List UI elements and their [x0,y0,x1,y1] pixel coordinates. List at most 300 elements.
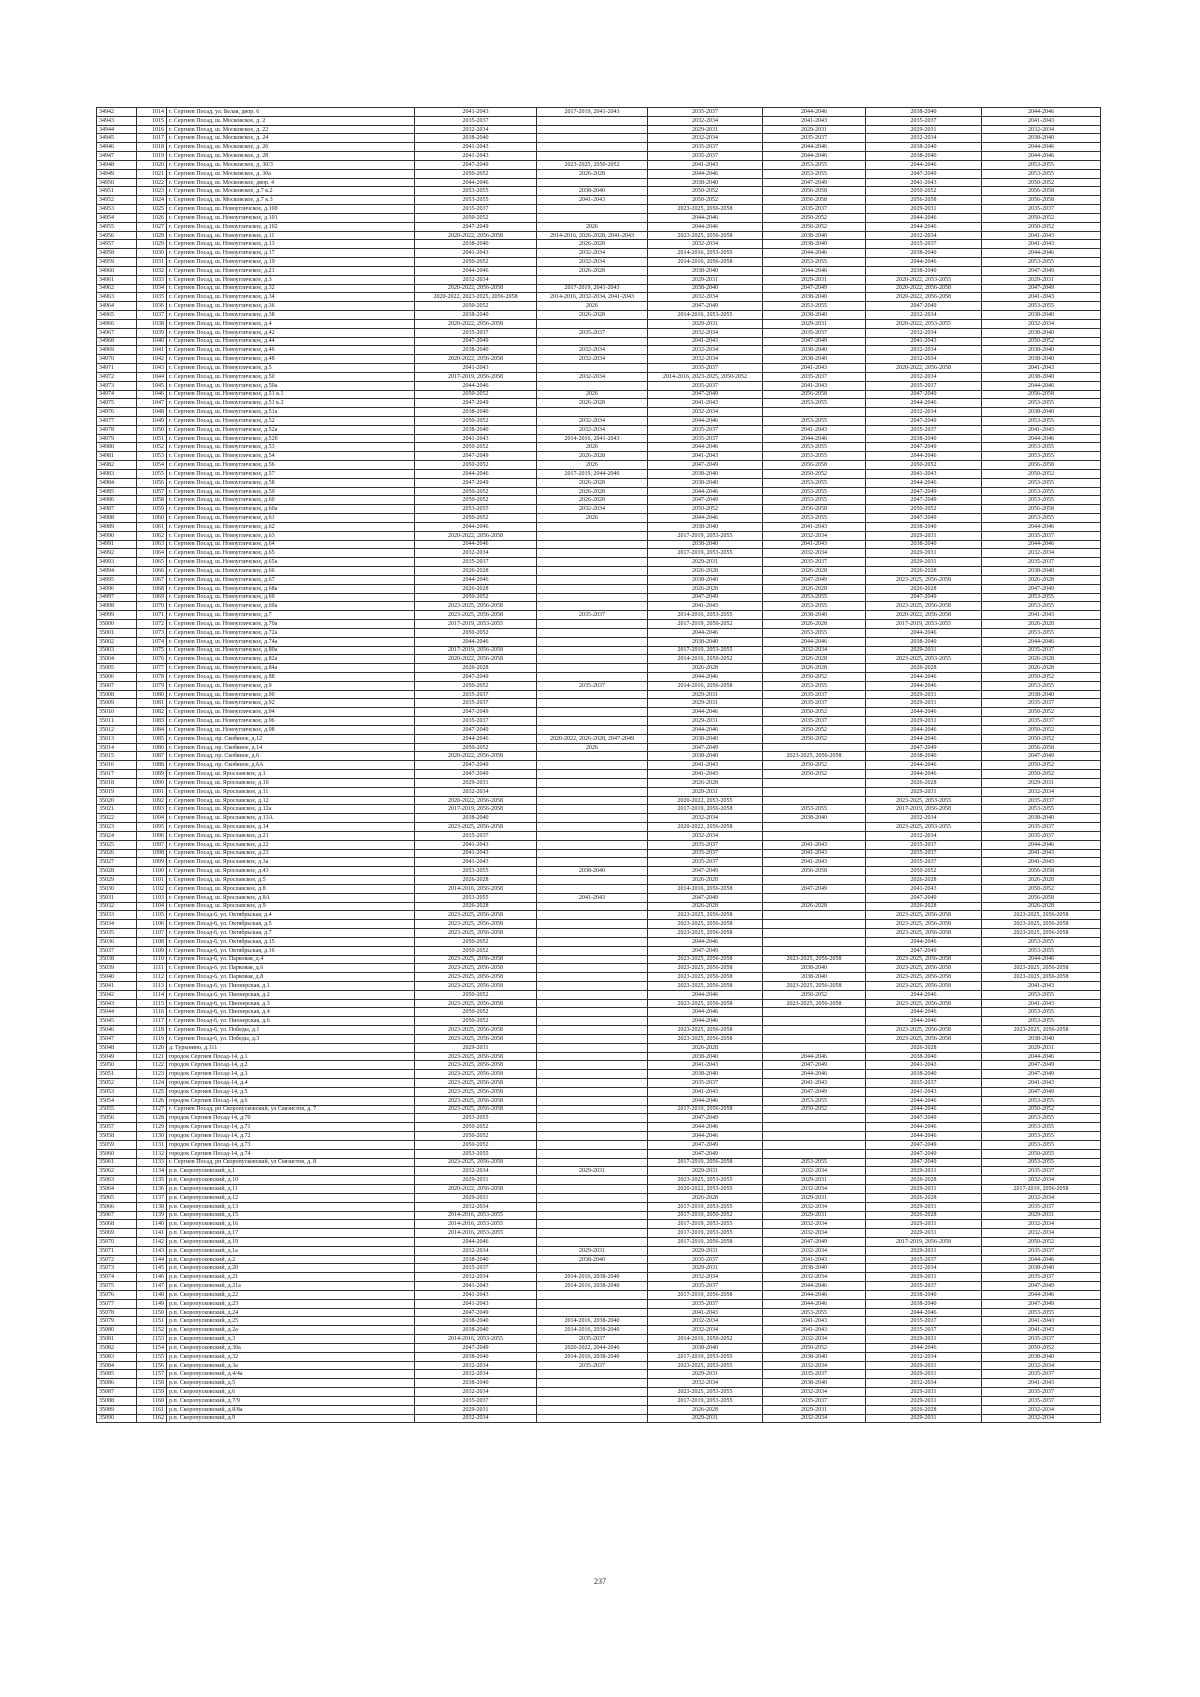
period-5-cell: 2044-2046 [866,628,982,637]
period-4-cell [763,1132,866,1141]
period-2-cell [537,690,648,699]
row-number-cell: 1065 [137,558,167,567]
period-5-cell: 2044-2046 [866,399,982,408]
row-number-cell: 1053 [137,452,167,461]
record-id-cell: 34995 [97,575,137,584]
period-3-cell: 2029-2031 [648,1246,763,1255]
period-3-cell: 2032-2034 [648,240,763,249]
period-2-cell [537,637,648,646]
table-row [97,452,1101,461]
period-6-cell: 2050-2052 [982,1105,1101,1114]
period-2-cell: 2026-2028 [537,496,648,505]
period-1-cell: 2038-2040 [415,408,537,417]
table-row [97,1264,1101,1273]
row-number-cell: 1111 [137,964,167,973]
row-number-cell: 1032 [137,266,167,275]
period-1-cell: 2044-2046 [415,575,537,584]
period-5-cell: 2026-2028 [866,902,982,911]
period-6-cell: 2041-2043 [982,1079,1101,1088]
period-5-cell: 2029-2031 [866,1202,982,1211]
period-1-cell: 2038-2040 [415,346,537,355]
period-4-cell: 2056-2058 [763,505,866,514]
period-2-cell: 2032-2034 [537,249,648,258]
period-1-cell: 2050-2052 [415,302,537,311]
address-cell: городок Сергиев Посад-14, д.2 [167,1061,415,1070]
period-4-cell: 2032-2034 [763,1185,866,1194]
period-6-cell: 2044-2046 [982,152,1101,161]
period-6-cell: 2041-2043 [982,1379,1101,1388]
period-2-cell [537,999,648,1008]
period-6-cell: 2038-2040 [982,690,1101,699]
address-cell: г. Сергиев Посад, ш. Ярославское, д.3а [167,858,415,867]
record-id-cell: 34956 [97,231,137,240]
period-1-cell: 2050-2052 [415,1123,537,1132]
period-5-cell: 2044-2046 [866,1132,982,1141]
period-2-cell [537,575,648,584]
period-4-cell: 2035-2037 [763,134,866,143]
period-3-cell: 2017-2019, 2053-2055 [648,1202,763,1211]
row-number-cell: 1075 [137,646,167,655]
record-id-cell: 35015 [97,752,137,761]
period-2-cell [537,1264,648,1273]
table-row [97,231,1101,240]
address-cell: г. Сергиев Посад-6, ул. Октябрьская, д.16 [167,946,415,955]
period-1-cell: 2041-2043 [415,364,537,373]
row-number-cell: 1139 [137,1211,167,1220]
record-id-cell: 34977 [97,416,137,425]
record-id-cell: 34979 [97,434,137,443]
period-2-cell [537,805,648,814]
period-2-cell [537,1105,648,1114]
record-id-cell: 34949 [97,169,137,178]
record-id-cell: 35032 [97,902,137,911]
period-4-cell: 2026-2028 [763,584,866,593]
record-id-cell: 35037 [97,946,137,955]
row-number-cell: 1049 [137,416,167,425]
period-1-cell: 2050-2052 [415,990,537,999]
address-cell: г. Сергиев Посад, ш. Новоугличское, д.100 [167,205,415,214]
period-2-cell [537,946,648,955]
period-3-cell: 2044-2046 [648,213,763,222]
period-4-cell [763,743,866,752]
record-id-cell: 34959 [97,258,137,267]
address-cell: г. Сергиев Посад, ш. Новоугличское, д.98 [167,725,415,734]
period-2-cell [537,655,648,664]
table-row [97,416,1101,425]
period-3-cell: 2044-2046 [648,708,763,717]
row-number-cell: 1063 [137,540,167,549]
row-number-cell: 1142 [137,1238,167,1247]
period-3-cell: 2038-2040 [648,1070,763,1079]
period-5-cell: 2032-2034 [866,831,982,840]
table-row [97,1273,1101,1282]
table-row [97,1238,1101,1247]
table-row [97,1176,1101,1185]
period-4-cell: 2050-2052 [763,222,866,231]
period-4-cell: 2053-2055 [763,1308,866,1317]
record-id-cell: 34971 [97,364,137,373]
address-cell: р.п. Скоропусковский, д.22 [167,1290,415,1299]
period-5-cell: 2035-2037 [866,858,982,867]
period-3-cell: 2041-2043 [648,761,763,770]
record-id-cell: 34964 [97,302,137,311]
period-4-cell: 2053-2055 [763,160,866,169]
period-1-cell: 2053-2055 [415,196,537,205]
period-4-cell: 2044-2046 [763,1052,866,1061]
period-2-cell [537,761,648,770]
period-3-cell: 2023-2025, 2056-2058 [648,973,763,982]
record-id-cell: 34961 [97,275,137,284]
period-3-cell: 2035-2037 [648,434,763,443]
period-5-cell: 2041-2043 [866,178,982,187]
period-4-cell: 2047-2049 [763,178,866,187]
period-1-cell: 2053-2055 [415,893,537,902]
record-id-cell: 35047 [97,1034,137,1043]
address-cell: г. Сергиев Посад, ш. Новоугличское, д.9 [167,681,415,690]
period-5-cell: 2026-2028 [866,584,982,593]
table-row [97,116,1101,125]
period-3-cell: 2038-2040 [648,178,763,187]
period-3-cell: 2032-2034 [648,814,763,823]
record-id-cell: 35013 [97,734,137,743]
period-3-cell: 2029-2031 [648,1264,763,1273]
address-cell: г. Сергиев Посад, пр. Скобяное, д.6 [167,752,415,761]
period-6-cell: 2044-2046 [982,840,1101,849]
period-6-cell: 2053-2055 [982,258,1101,267]
period-6-cell: 2047-2049 [982,1299,1101,1308]
address-cell: городок Сергиев Посад-14, д.3 [167,1070,415,1079]
table-row [97,125,1101,134]
table-row [97,929,1101,938]
period-2-cell [537,990,648,999]
period-2-cell [537,902,648,911]
period-5-cell: 2029-2031 [866,717,982,726]
period-3-cell: 2026-2028 [648,778,763,787]
period-6-cell: 2053-2055 [982,487,1101,496]
address-cell: г. Сергиев Посад, ш. Московское, д. 26 [167,143,415,152]
row-number-cell: 1099 [137,858,167,867]
period-3-cell: 2047-2049 [648,1149,763,1158]
period-2-cell [537,531,648,540]
period-4-cell: 2053-2055 [763,399,866,408]
table-row [97,831,1101,840]
period-5-cell: 2035-2037 [866,425,982,434]
period-3-cell: 2038-2040 [648,1343,763,1352]
period-3-cell: 2035-2037 [648,858,763,867]
row-number-cell: 1055 [137,469,167,478]
table-row [97,1317,1101,1326]
period-5-cell: 2026-2028 [866,1193,982,1202]
period-3-cell: 2041-2043 [648,602,763,611]
period-2-cell [537,1149,648,1158]
period-5-cell: 2044-2046 [866,222,982,231]
period-2-cell: 2029-2031 [537,1246,648,1255]
period-5-cell: 2038-2040 [866,752,982,761]
row-number-cell: 1152 [137,1326,167,1335]
period-1-cell: 2047-2049 [415,399,537,408]
record-id-cell: 34966 [97,319,137,328]
row-number-cell: 1086 [137,743,167,752]
period-4-cell: 2050-2052 [763,1343,866,1352]
period-5-cell: 2026-2028 [866,1176,982,1185]
period-1-cell: 2029-2031 [415,1405,537,1414]
period-1-cell: 2050-2052 [415,390,537,399]
period-4-cell [763,831,866,840]
period-2-cell: 2038-2040 [537,1255,648,1264]
period-6-cell: 2056-2058 [982,893,1101,902]
record-id-cell: 35053 [97,1087,137,1096]
period-3-cell: 2014-2016, 2056-2058 [648,884,763,893]
table-row [97,1361,1101,1370]
period-6-cell: 2053-2055 [982,937,1101,946]
period-1-cell: 2023-2025, 2056-2058 [415,602,537,611]
period-1-cell: 2050-2052 [415,169,537,178]
period-1-cell: 2035-2037 [415,690,537,699]
period-2-cell [537,628,648,637]
period-2-cell [537,567,648,576]
period-3-cell: 2035-2037 [648,364,763,373]
period-2-cell: 2029-2031 [537,1167,648,1176]
table-row [97,805,1101,814]
record-id-cell: 35016 [97,761,137,770]
period-6-cell: 2035-2037 [982,823,1101,832]
record-id-cell: 34972 [97,372,137,381]
period-6-cell: 2053-2055 [982,1140,1101,1149]
period-6-cell: 2047-2049 [982,752,1101,761]
period-3-cell: 2038-2040 [648,540,763,549]
address-cell: г. Сергиев Посад-6, ул. Октябрьская, д.5 [167,920,415,929]
period-3-cell: 2047-2049 [648,1114,763,1123]
period-2-cell [537,752,648,761]
period-2-cell [537,1290,648,1299]
table-row [97,399,1101,408]
period-1-cell: 2020-2022, 2056-2058 [415,796,537,805]
period-3-cell: 2047-2049 [648,743,763,752]
period-6-cell: 2050-2052 [982,673,1101,682]
period-4-cell: 2044-2046 [763,108,866,117]
period-3-cell: 2026-2028 [648,902,763,911]
period-5-cell: 2047-2049 [866,487,982,496]
period-5-cell: 2032-2034 [866,372,982,381]
period-2-cell [537,1070,648,1079]
period-1-cell: 2047-2049 [415,478,537,487]
address-cell: р.п. Скоропусковский, д.19 [167,1238,415,1247]
record-id-cell: 34981 [97,452,137,461]
record-id-cell: 34946 [97,143,137,152]
period-6-cell: 2032-2034 [982,1361,1101,1370]
address-cell: р.п. Скоропусковский, д.13 [167,1202,415,1211]
row-number-cell: 1091 [137,787,167,796]
row-number-cell: 1107 [137,929,167,938]
period-4-cell: 2038-2040 [763,973,866,982]
address-cell: г. Сергиев Посад, ш. Ярославское, д.8 [167,884,415,893]
table-row [97,196,1101,205]
period-2-cell: 2020-2022, 2044-2046 [537,1343,648,1352]
period-2-cell [537,584,648,593]
period-4-cell: 2038-2040 [763,293,866,302]
address-cell: р.п. Скоропусковский, д.23 [167,1299,415,1308]
table-row [97,699,1101,708]
period-1-cell: 2044-2046 [415,734,537,743]
period-2-cell [537,1114,648,1123]
period-6-cell: 2053-2055 [982,1158,1101,1167]
period-6-cell: 2035-2037 [982,1396,1101,1405]
table-row [97,1017,1101,1026]
record-id-cell: 35084 [97,1361,137,1370]
period-1-cell: 2050-2052 [415,593,537,602]
table-row [97,893,1101,902]
row-number-cell: 1151 [137,1317,167,1326]
table-row [97,999,1101,1008]
row-number-cell: 1028 [137,231,167,240]
table-row [97,372,1101,381]
address-cell: р.п. Скоропусковский, д.21 [167,1273,415,1282]
period-3-cell: 2047-2049 [648,461,763,470]
period-4-cell: 2047-2049 [763,1061,866,1070]
period-1-cell: 2035-2037 [415,558,537,567]
period-5-cell: 2044-2046 [866,258,982,267]
period-1-cell: 2038-2040 [415,814,537,823]
period-6-cell: 2056-2058 [982,505,1101,514]
address-cell: р.п. Скоропусковский, д.25 [167,1317,415,1326]
period-6-cell: 2041-2043 [982,981,1101,990]
period-4-cell [763,1140,866,1149]
period-1-cell: 2023-2025, 2056-2058 [415,1096,537,1105]
period-1-cell: 2050-2052 [415,743,537,752]
period-6-cell: 2056-2058 [982,461,1101,470]
table-row [97,1149,1101,1158]
address-cell: г. Сергиев Посад, ш. Ярославское, д.12 [167,796,415,805]
table-row [97,1229,1101,1238]
period-4-cell: 2029-2031 [763,1211,866,1220]
period-4-cell: 2032-2034 [763,1246,866,1255]
period-6-cell: 2053-2055 [982,681,1101,690]
period-1-cell: 2023-2025, 2056-2058 [415,1026,537,1035]
period-5-cell: 2032-2034 [866,328,982,337]
period-5-cell: 2032-2034 [866,1352,982,1361]
table-row [97,1034,1101,1043]
record-id-cell: 35007 [97,681,137,690]
period-3-cell: 2032-2034 [648,831,763,840]
period-2-cell [537,593,648,602]
row-number-cell: 1024 [137,196,167,205]
period-4-cell: 2029-2031 [763,125,866,134]
period-5-cell: 2020-2022, 2053-2055 [866,275,982,284]
period-4-cell: 2035-2037 [763,699,866,708]
period-1-cell: 2023-2025, 2056-2058 [415,955,537,964]
address-cell: г. Сергиев Посад, ш. Новоугличское, д.69а [167,602,415,611]
row-number-cell: 1074 [137,637,167,646]
period-6-cell: 2032-2034 [982,1220,1101,1229]
period-3-cell: 2023-2025, 2056-2058 [648,231,763,240]
period-1-cell: 2041-2043 [415,434,537,443]
row-number-cell: 1108 [137,937,167,946]
table-row [97,1096,1101,1105]
address-cell: городок Сергиев Посад-14, д.74 [167,1149,415,1158]
period-6-cell: 2026-2028 [982,575,1101,584]
record-id-cell: 34948 [97,160,137,169]
period-4-cell: 2038-2040 [763,311,866,320]
period-6-cell: 2032-2034 [982,1193,1101,1202]
period-4-cell: 2029-2031 [763,275,866,284]
row-number-cell: 1047 [137,399,167,408]
period-2-cell [537,1043,648,1052]
row-number-cell: 1161 [137,1405,167,1414]
row-number-cell: 1084 [137,725,167,734]
row-number-cell: 1060 [137,514,167,523]
period-4-cell: 2041-2043 [763,1079,866,1088]
period-2-cell: 2038-2040 [537,867,648,876]
table-row [97,761,1101,770]
period-2-cell [537,540,648,549]
period-3-cell: 2017-2019, 2056-2058 [648,1238,763,1247]
period-5-cell: 2023-2025, 2056-2058 [866,999,982,1008]
period-3-cell: 2047-2049 [648,893,763,902]
period-6-cell: 2053-2055 [982,628,1101,637]
period-2-cell [537,849,648,858]
address-cell: г. Сергиев Посад, ш. Новоугличское, д.52б [167,434,415,443]
address-cell: г. Сергиев Посад, ш. Ярославское, д.1 [167,770,415,779]
table-row [97,1352,1101,1361]
row-number-cell: 1144 [137,1255,167,1264]
period-1-cell: 2050-2052 [415,514,537,523]
period-6-cell: 2050-2052 [982,178,1101,187]
period-3-cell: 2017-2019, 2053-2055 [648,549,763,558]
record-id-cell: 35063 [97,1176,137,1185]
period-1-cell: 2050-2052 [415,496,537,505]
table-row [97,1158,1101,1167]
period-3-cell: 2014-2016, 2053-2055 [648,311,763,320]
period-4-cell: 2053-2055 [763,452,866,461]
period-6-cell: 2053-2055 [982,514,1101,523]
address-cell: г. Сергиев Посад, ш. Новоугличское, д.13 [167,240,415,249]
row-number-cell: 1149 [137,1299,167,1308]
period-6-cell: 2053-2055 [982,1132,1101,1141]
record-id-cell: 34960 [97,266,137,275]
period-6-cell: 2047-2049 [982,1087,1101,1096]
record-id-cell: 34952 [97,196,137,205]
period-5-cell: 2047-2049 [866,1149,982,1158]
row-number-cell: 1073 [137,628,167,637]
row-number-cell: 1106 [137,920,167,929]
row-number-cell: 1112 [137,973,167,982]
period-3-cell: 2032-2034 [648,1379,763,1388]
period-5-cell: 2047-2049 [866,302,982,311]
period-5-cell: 2023-2025, 2056-2058 [866,1034,982,1043]
period-6-cell: 2050-2052 [982,761,1101,770]
period-1-cell: 2047-2049 [415,770,537,779]
record-id-cell: 34953 [97,205,137,214]
record-id-cell: 35049 [97,1052,137,1061]
period-3-cell: 2047-2049 [648,390,763,399]
record-id-cell: 34970 [97,355,137,364]
period-6-cell: 2032-2034 [982,125,1101,134]
table-row [97,1343,1101,1352]
period-5-cell: 2041-2043 [866,1087,982,1096]
period-3-cell: 2050-2052 [648,196,763,205]
period-6-cell: 2035-2037 [982,646,1101,655]
period-3-cell: 2044-2046 [648,990,763,999]
address-cell: р.п. Скоропусковский, д.32 [167,1352,415,1361]
period-2-cell [537,1370,648,1379]
period-1-cell: 2041-2043 [415,1290,537,1299]
table-row [97,461,1101,470]
table-row [97,408,1101,417]
record-id-cell: 35080 [97,1326,137,1335]
period-2-cell [537,814,648,823]
period-4-cell: 2044-2046 [763,434,866,443]
record-id-cell: 34976 [97,408,137,417]
